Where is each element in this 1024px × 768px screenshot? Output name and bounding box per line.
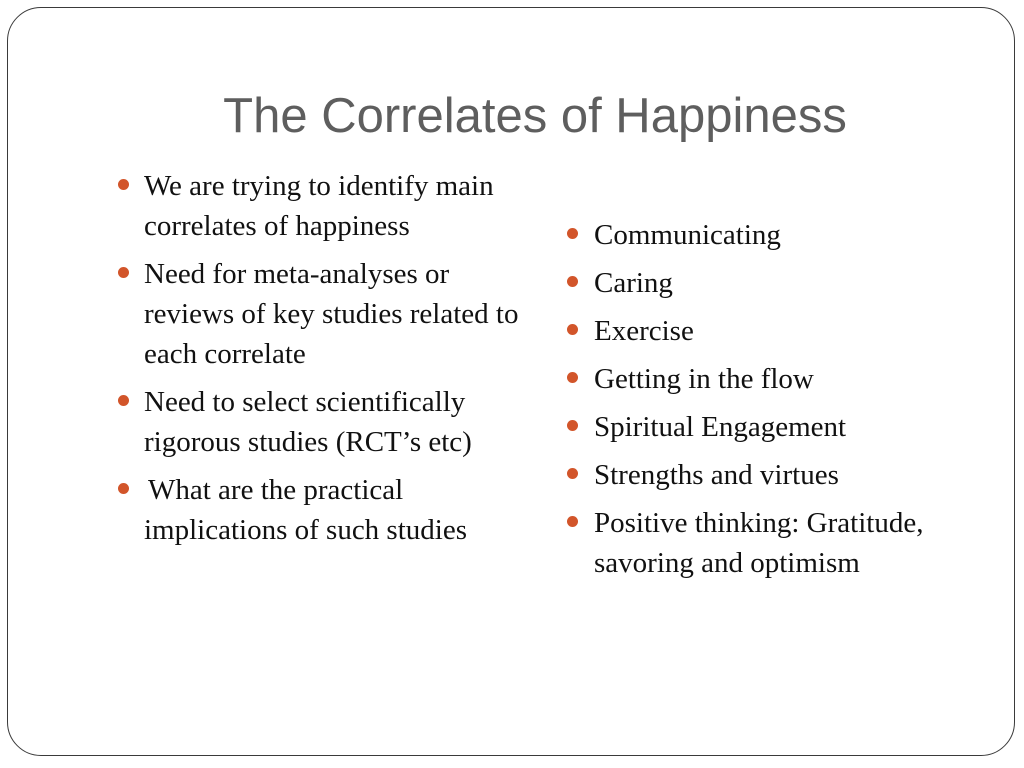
bullet-dot-icon bbox=[118, 267, 129, 278]
list-item bbox=[144, 382, 519, 462]
slide-title: The Correlates of Happiness bbox=[223, 89, 847, 143]
list-item-text: Positive thinking: Gratitude, savoring and optimism bbox=[594, 507, 924, 579]
left-bullet-list bbox=[144, 166, 519, 558]
list-item bbox=[594, 455, 954, 495]
list-item bbox=[594, 311, 954, 351]
right-bullet-list bbox=[594, 215, 954, 591]
list-item-text: Strengths and virtues bbox=[594, 459, 839, 491]
list-item bbox=[594, 263, 954, 303]
list-item bbox=[144, 166, 519, 246]
list-item-text: Spiritual Engagement bbox=[594, 411, 847, 443]
bullet-dot-icon bbox=[567, 516, 578, 527]
list-item-text: Exercise bbox=[594, 315, 694, 347]
bullet-dot-icon bbox=[118, 483, 129, 494]
list-item-text: Getting in the flow bbox=[594, 363, 814, 395]
bullet-dot-icon bbox=[567, 372, 578, 383]
list-item bbox=[144, 254, 519, 374]
list-item-text: Need for meta-analyses or reviews of key studies related to each correlate bbox=[144, 258, 519, 370]
bullet-dot-icon bbox=[567, 276, 578, 287]
list-item bbox=[594, 215, 954, 255]
bullet-dot-icon bbox=[118, 179, 129, 190]
list-item-text: Communicating bbox=[594, 219, 781, 251]
bullet-dot-icon bbox=[567, 468, 578, 479]
list-item bbox=[144, 470, 519, 550]
bullet-dot-icon bbox=[567, 420, 578, 431]
list-item-text: Caring bbox=[594, 267, 673, 299]
list-item bbox=[594, 407, 954, 447]
list-item-text: What are the practical implications of such studies bbox=[144, 474, 467, 546]
bullet-dot-icon bbox=[118, 395, 129, 406]
bullet-dot-icon bbox=[567, 228, 578, 239]
list-item-text: We are trying to identify main correlates of happiness bbox=[144, 170, 494, 242]
bullet-dot-icon bbox=[567, 324, 578, 335]
list-item-text: Need to select scientifically rigorous studies (RCT’s etc) bbox=[144, 386, 472, 458]
list-item bbox=[594, 503, 954, 583]
list-item bbox=[594, 359, 954, 399]
